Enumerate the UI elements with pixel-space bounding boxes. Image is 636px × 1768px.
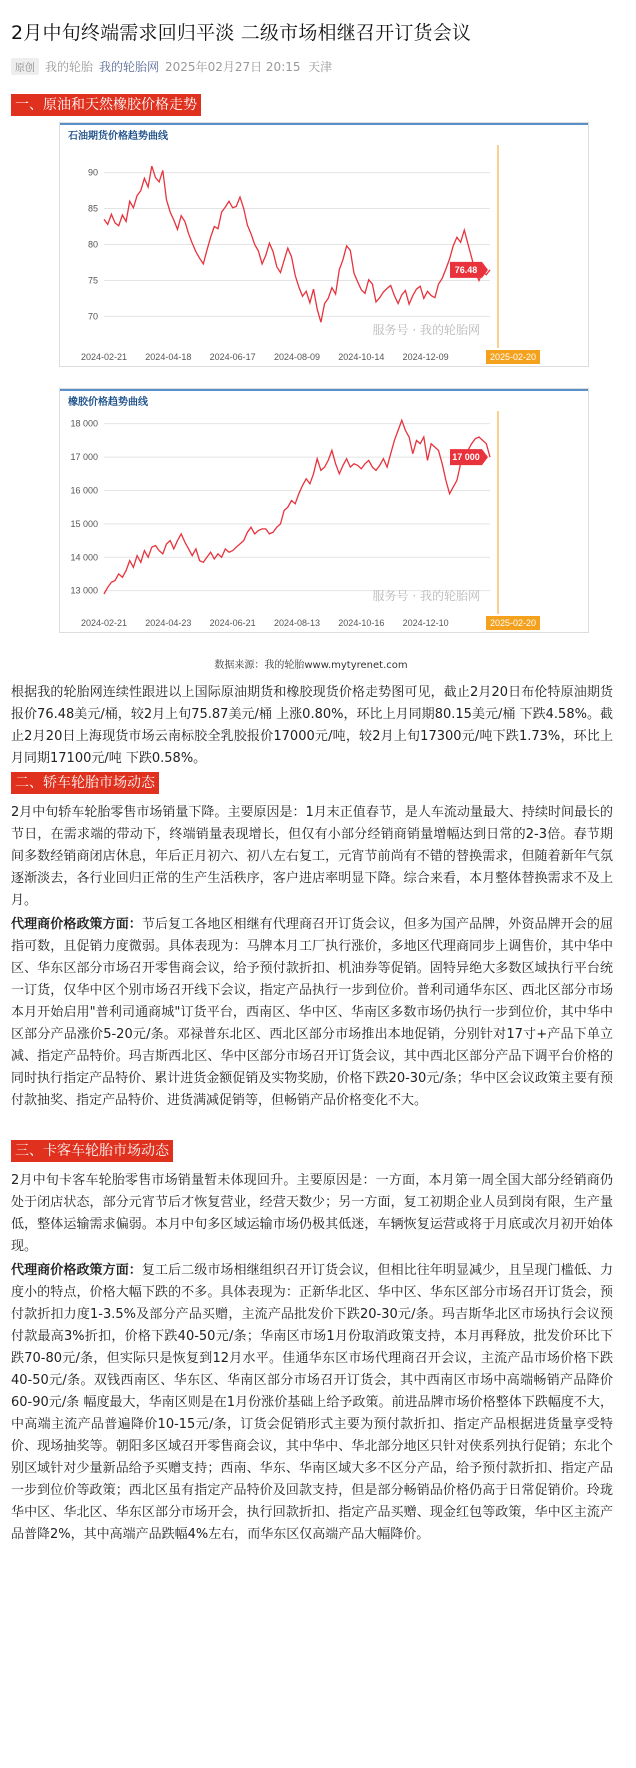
y-tick-label: 75 [87,275,98,286]
x-tick-label: 2024-04-18 [145,352,192,362]
data-source-note: 数据来源：我的轮胎www.mytyrenet.com [214,660,408,671]
x-tick-label: 2024-08-13 [273,618,321,628]
y-tick-label: 85 [87,203,98,214]
oil-chart-title: 石油期货价格趋势曲线 [68,131,168,142]
x-tick-label: 2024-12-09 [402,352,449,362]
watermark: 服务号 · 我的轮胎网 [372,323,480,337]
section-title-1: 一、原油和天然橡胶价格走势 [11,94,201,116]
section-title-2: 二、轿车轮胎市场动态 [11,772,159,794]
oil-chart-svg [60,123,588,366]
x-tick-label: 2024-02-21 [80,618,128,628]
x-tick-label: 2025-02-20 [489,618,537,628]
policy-label: 代理商价格政策方面： [11,917,142,932]
policy-text: 复工后二级市场相继组织召开订货会议，但相比往年明显减少，且呈现门槛低、力度小的特点，价格大幅下跌的不多。具体表现为：正新华北区、华中区、华东区部分市场召开订货会，预付款折扣力度1-3.5%及部分产品买赠，主流产品批发价下跌20-30元/条。玛吉斯华北区市场执行会议预付款最高3%折扣，价格下跌40-50元/条；华南区市场1月份取消政策支持，本月再释放，批发价环比下跌70-80元/条，但实际只是恢复到12月水平。佳通华东区市场代理商召开会议，主流产品市场价格下跌40-50元/条。双钱西南区、华东区、华南区部分市场召开订货会，其中西南区市场中高端畅销产品降价60-90元/条 幅度最大，华南区则是在1月份涨价基础上给予政策。前进品牌市场价格整体下跌幅度不大，中高端主流产品普遍降价10-15元/条，订货会促销形式主要为预付款折扣、指定产品根据进货量享受特价、现场抽奖等。朝阳多区域召开零售商会议，其中华中、华北部分地区只针对侠系列执行促销；东北个别区域针对少量新品给予买赠支持；西南、华东、华南区域大多不区分产品，给予预付款折扣、指定产品一步到位价等政策；西北区虽有指定产品特价及回款支持，但是部分畅销品价格仍高于日常促销价。玲珑华中区、华北区、华东区部分市场开会，执行回款折扣、指定产品买赠、现金红包等政策，华中区主流产品普降2%，其中高端产品跌幅4%左右，而华东区仅高端产品大幅降价。 [11,1263,613,1542]
policy-text: 节后复工各地区相继有代理商召开订货会议，但多为国产品牌，外资品牌开会的屈指可数，且促销力度微弱。具体表现为：马牌本月工厂执行涨价，多地区代理商同步上调售价，其中华中区、华东区部分市场召开零售商会议，给予预付款折扣、机油券等促销。固特异绝大多数区域执行平台统一订货，仅华中区个别市场召开线下会议，指定产品执行一步到位价。普利司通华东区、西北区部分市场本月开始启用"普利司通商城"订货平台，西南区、华中区、华南区多数市场仍执行一步到位价，其中华中区部分产品涨价5-20元/条。邓禄普东北区、西北区部分市场推出本地促销，分别针对17寸+产品下单立减、指定产品特价。玛吉斯西北区、华中区部分市场召开订货会议，其中西北区部分产品下调平台价格的同时执行指定产品特价、累计进货金额促销及实物奖励，价格下跌20-30元/条；华中区会议政策主要有预付款抽奖、指定产品特价、进货满减促销等，但畅销产品价格变化不大。 [11,917,613,1108]
paragraph-car-policy [11,914,613,1112]
article-meta [11,58,332,75]
paragraph-truck-market: 2月中旬卡客车轮胎零售市场销量暂未体现回升。主要原因是：一方面，本月第一周全国大部分经销商仍处于闭店状态，部分元宵节后才恢复营业，经营天数少；另一方面，复工初期企业人员到岗有限，生产量低，整体运输需求偏弱。本月中旬多区域运输市场仍极其低迷，车辆恢复运营或将于月底或次月初开始体现。 [11,1173,613,1254]
publish-location: 天津 [308,60,333,74]
article-title: 2月中旬终端需求回归平淡 二级市场相继召开订货会议 [11,22,472,44]
rubber-chart-svg [60,389,588,632]
original-tag: 原创 [11,58,39,75]
x-tick-label: 2024-06-17 [209,352,256,362]
y-tick-label: 16 000 [70,485,98,496]
policy-label: 代理商价格政策方面： [11,1263,142,1278]
paragraph-prices: 根据我的轮胎网连续性跟进以上国际原油期货和橡胶现货价格走势图可见，截止2月20日布伦特原油期货报价76.48美元/桶，较2月上旬75.87美元/桶 上涨0.80%，环比上月同期80.15美元/桶 下跌4.58%。截止2月20日上海现货市场云南标胶全乳胶报价17000元/吨，较2月上旬17300元/吨下跌1.73%，环比上月同期17100元/吨 下跌0.58%。 [11,685,613,766]
y-tick-label: 70 [87,311,98,322]
account-link[interactable]: 我的轮胎网 [99,60,160,74]
y-tick-label: 90 [87,167,98,178]
last-value-label: 17 000 [452,452,480,463]
paragraph-truck-policy [11,1260,613,1546]
y-tick-label: 80 [87,239,98,250]
x-tick-label: 2024-06-21 [209,618,256,628]
section-title-3: 三、卡客车轮胎市场动态 [11,1140,173,1162]
y-tick-label: 15 000 [70,518,98,529]
author-name: 我的轮胎 [45,60,94,74]
watermark: 服务号 · 我的轮胎网 [372,589,480,603]
x-tick-label: 2024-08-09 [273,352,321,362]
rubber-chart [59,388,589,633]
last-value-label: 76.48 [454,264,478,275]
x-tick-label: 2025-02-20 [489,352,537,362]
x-tick-label: 2024-10-14 [338,352,385,362]
x-tick-label: 2024-02-21 [80,352,128,362]
rubber-chart-title: 橡胶价格趋势曲线 [68,397,148,408]
y-tick-label: 18 000 [70,418,98,429]
paragraph-car-market: 2月中旬轿车轮胎零售市场销量下降。主要原因是：1月末正值春节，是人车流动量最大、持续时间最长的节日，在需求端的带动下，终端销量表现增长，但仅有小部分经销商销量增幅达到日常的2-3倍。春节期间多数经销商闭店休息，年后正月初六、初八左右复工，元宵节前尚有不错的替换需求，但随着新年气氛逐渐淡去，各行业回归正常的生产生活秩序，客户进店率明显下降。综合来看，本月整体替换需求不及上月。 [11,805,613,908]
y-tick-label: 17 000 [70,452,98,463]
x-tick-label: 2024-10-16 [338,618,385,628]
x-tick-label: 2024-12-10 [402,618,449,628]
oil-chart [59,122,589,367]
x-tick-label: 2024-04-23 [145,618,192,628]
y-tick-label: 13 000 [70,585,98,596]
y-tick-label: 14 000 [70,552,98,563]
publish-datetime: 2025年02月27日 20:15 [165,60,301,74]
